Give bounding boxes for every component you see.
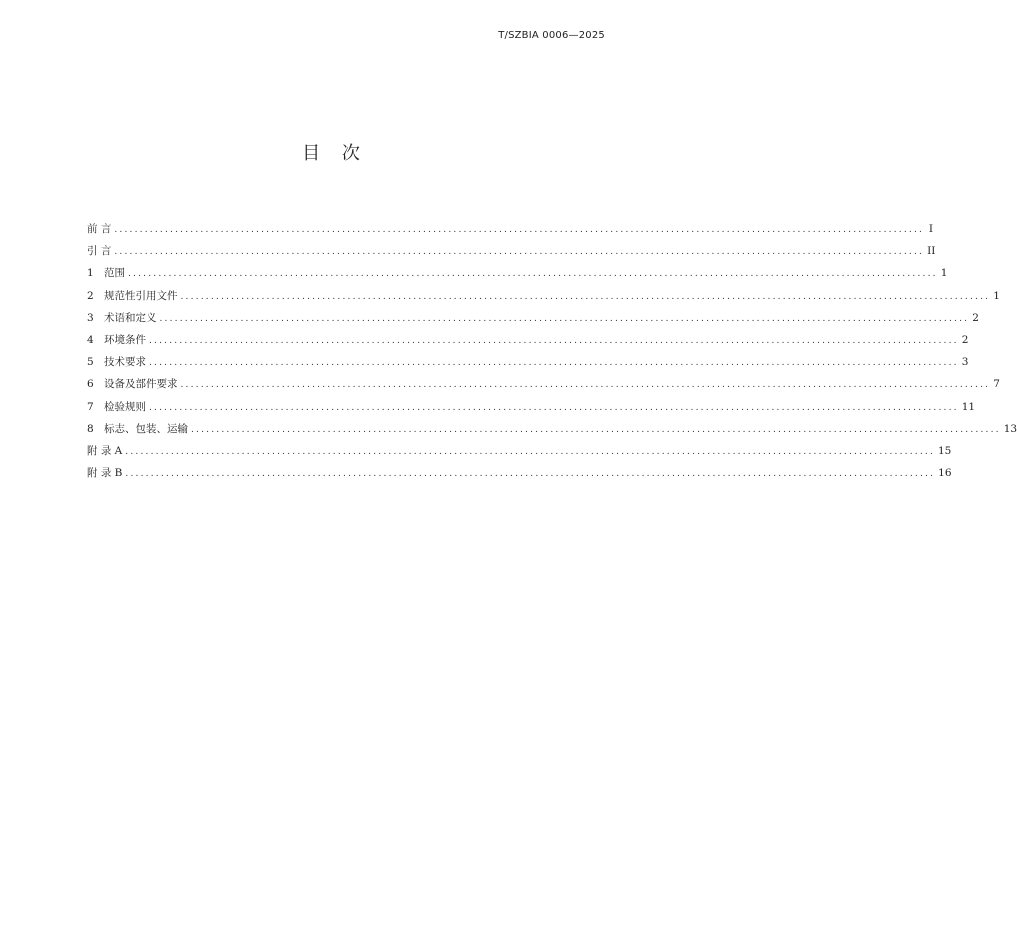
toc-entry[interactable] [87,329,969,351]
toc-entry-number: 4 [87,333,94,346]
toc-entry[interactable] [87,218,934,240]
toc-entry-page: 2 [972,311,979,324]
toc-entry-label: 附 录 A [87,444,123,457]
table-of-contents [87,218,1017,484]
toc-entry-page: 1 [993,289,1000,302]
toc-leader-dots: ................................................................................................................................................................ [191,424,1001,435]
toc-entry-page: 3 [961,356,969,369]
toc-leader-dots: ................................................................................................................................................................ [114,225,925,235]
toc-entry-page: I [928,223,934,235]
toc-entry[interactable] [87,418,1017,440]
toc-leader-dots: ................................................................................................................................................................ [180,291,991,302]
toc-entry-page: 16 [938,467,952,480]
toc-leader-dots: ................................................................................................................................................................ [114,247,925,258]
toc-entry-page: 2 [961,333,969,346]
toc-entry-page: 13 [1003,422,1017,435]
toc-entry-label: 范围 [104,267,125,280]
toc-title: 目 次 [302,143,368,164]
toc-entry-label: 环境条件 [104,333,146,346]
toc-entry-label: 术语和定义 [104,311,157,324]
toc-leader-dots: ................................................................................................................................................................ [149,402,959,413]
toc-leader-dots: ................................................................................................................................................................ [149,335,959,346]
toc-entry[interactable] [87,373,1000,395]
toc-entry-label: 检验规则 [104,400,146,413]
toc-entry-number: 7 [87,400,94,413]
toc-entry[interactable] [87,396,976,418]
toc-entry-label: 设备及部件要求 [104,378,178,391]
toc-entry-label: 技术要求 [104,356,146,369]
toc-leader-dots: ................................................................................................................................................................ [159,313,970,324]
toc-entry-label: 规范性引用文件 [104,289,178,302]
toc-entry[interactable] [87,240,936,262]
toc-entry-label: 标志、包装、运输 [104,422,188,435]
toc-entry-number: 6 [87,378,94,391]
toc-entry[interactable] [87,307,979,329]
toc-entry[interactable] [87,262,948,284]
document-code: T/SZBIA 0006—2025 [498,30,605,41]
toc-leader-dots: ................................................................................................................................................................ [125,469,936,480]
toc-entry[interactable] [87,440,952,462]
toc-leader-dots: ................................................................................................................................................................ [125,446,935,457]
toc-entry[interactable] [87,351,969,373]
toc-entry-number: 2 [87,289,94,302]
toc-entry-page: 11 [961,400,976,413]
toc-entry-label: 引 言 [87,245,112,258]
toc-entry[interactable] [87,285,1000,307]
toc-entry-number: 1 [87,267,94,280]
toc-entry-label: 附 录 B [87,467,123,480]
toc-entry-number: 3 [87,311,94,324]
toc-entry-page: II [927,245,936,258]
toc-leader-dots: ................................................................................................................................................................ [128,269,938,280]
toc-entry-page: 1 [940,267,948,280]
toc-entry-page: 7 [993,378,1000,391]
toc-entry-label: 前 言 [87,223,112,235]
toc-entry-number: 5 [87,356,94,369]
toc-entry[interactable] [87,462,952,484]
toc-entry-number: 8 [87,422,94,435]
toc-leader-dots: ................................................................................................................................................................ [180,380,991,391]
toc-leader-dots: ................................................................................................................................................................ [149,358,959,369]
toc-entry-page: 15 [938,444,952,457]
